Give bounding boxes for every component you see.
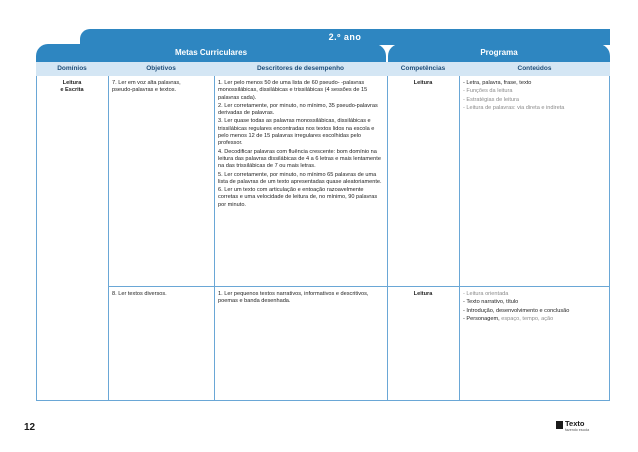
col-conteudos: Conteúdos — [517, 65, 552, 72]
col-objetivos: Objetivos — [146, 65, 176, 72]
dominio-line: e Escrita — [60, 87, 84, 94]
competencia-cell: Leitura — [413, 80, 433, 86]
col-descritores: Descritores de desempenho — [256, 65, 345, 72]
conteudos-cell — [463, 80, 607, 113]
col-competencias: Competências — [400, 65, 446, 72]
descritor-item: 3. Ler quase todas as palavras monossilábicas, dissilábicas e trissilábicas regulares encontradas nos textos lidos na escola e pelo menos 12 de 15 palavras irregulares escolhidas pelo professor. — [218, 118, 375, 147]
descritor-item: 4. Decodificar palavras com fluência crescente: bom domínio na leitura das palavras dissilábicas de 4 a 6 letras e mais lentamente na das trissilábicas de 7 ou mais letras. — [218, 148, 381, 170]
descritor-item: 1. Ler pequenos textos narrativos, informativos e descritivos, poemas e banda desenhada. — [218, 291, 369, 305]
objetivo-line: 8. Ler textos diversos. — [112, 291, 167, 297]
col-dominios: Domínios — [57, 65, 87, 72]
competencia-cell: Leitura — [413, 291, 433, 297]
personagem-label: - Personagem, — [463, 315, 500, 322]
publisher-logo — [556, 419, 616, 435]
personagem-item: tempo, — [522, 315, 540, 322]
objetivo-cell — [112, 80, 212, 95]
conteudo-item: - Leitura orientada — [463, 291, 509, 297]
descritores-cell — [218, 291, 384, 307]
page-number: 12 — [24, 422, 36, 433]
objetivo-line: 7. Ler em voz alta palavras, — [112, 80, 181, 86]
descritor-item: 5. Ler corretamente, por minuto, no mínimo 65 palavras de uma lista de palavras de um texto apresentadas quase aleatoriamente. — [218, 171, 382, 185]
objetivo-line: pseudo-palavras e textos. — [112, 87, 177, 94]
conteudos-cell — [463, 291, 607, 324]
programa-band: Programa — [388, 44, 610, 62]
descritor-item: 1. Ler pelo menos 50 de uma lista de 60 pseudo- -palavras monossilábicas, dissilábicas e trissilábicas (4 sessões de 15 palavras cada). — [218, 80, 368, 101]
conteudo-item — [463, 316, 607, 323]
conteudo-item: - Letra, palavra, frase, texto — [463, 80, 532, 86]
conteudo-item: - Estratégias de leitura — [463, 96, 519, 103]
conteudo-item: - Introdução, desenvolvimento e conclusão — [463, 307, 570, 314]
column-headers — [36, 62, 610, 76]
personagem-item: ação — [541, 315, 554, 322]
col-divider — [459, 76, 460, 401]
col-divider — [108, 76, 109, 401]
dominio-line: Leitura — [62, 80, 82, 86]
col-divider — [214, 76, 215, 401]
logo-subtitle: fazendo escola — [565, 428, 590, 432]
row-divider — [108, 286, 610, 287]
personagem-item: espaço, — [501, 315, 521, 322]
descritor-item: 2. Ler corretamente, por minuto, no mínimo, 35 pseudo-palavras derivadas de palavras. — [218, 102, 378, 117]
conteudo-item: - Funções da leitura — [463, 88, 513, 95]
descritor-item: 6. Ler um texto com articulação e entoação razoavelmente corretas e uma velocidade de leitura de, no mínimo, 90 palavras por minuto. — [218, 187, 378, 208]
col-divider — [387, 76, 388, 401]
objetivo-cell — [112, 291, 212, 298]
logo-name: Texto — [565, 419, 585, 428]
logo-mark-icon — [556, 421, 563, 429]
descritores-cell — [218, 80, 384, 210]
grade-header: 2.º ano — [80, 29, 610, 45]
conteudo-item: - Leitura de palavras: via direta e indireta — [463, 104, 565, 111]
metas-curriculares-band: Metas Curriculares — [36, 44, 386, 62]
conteudo-item: - Texto narrativo, título — [463, 299, 519, 306]
dominio-cell — [40, 80, 104, 95]
